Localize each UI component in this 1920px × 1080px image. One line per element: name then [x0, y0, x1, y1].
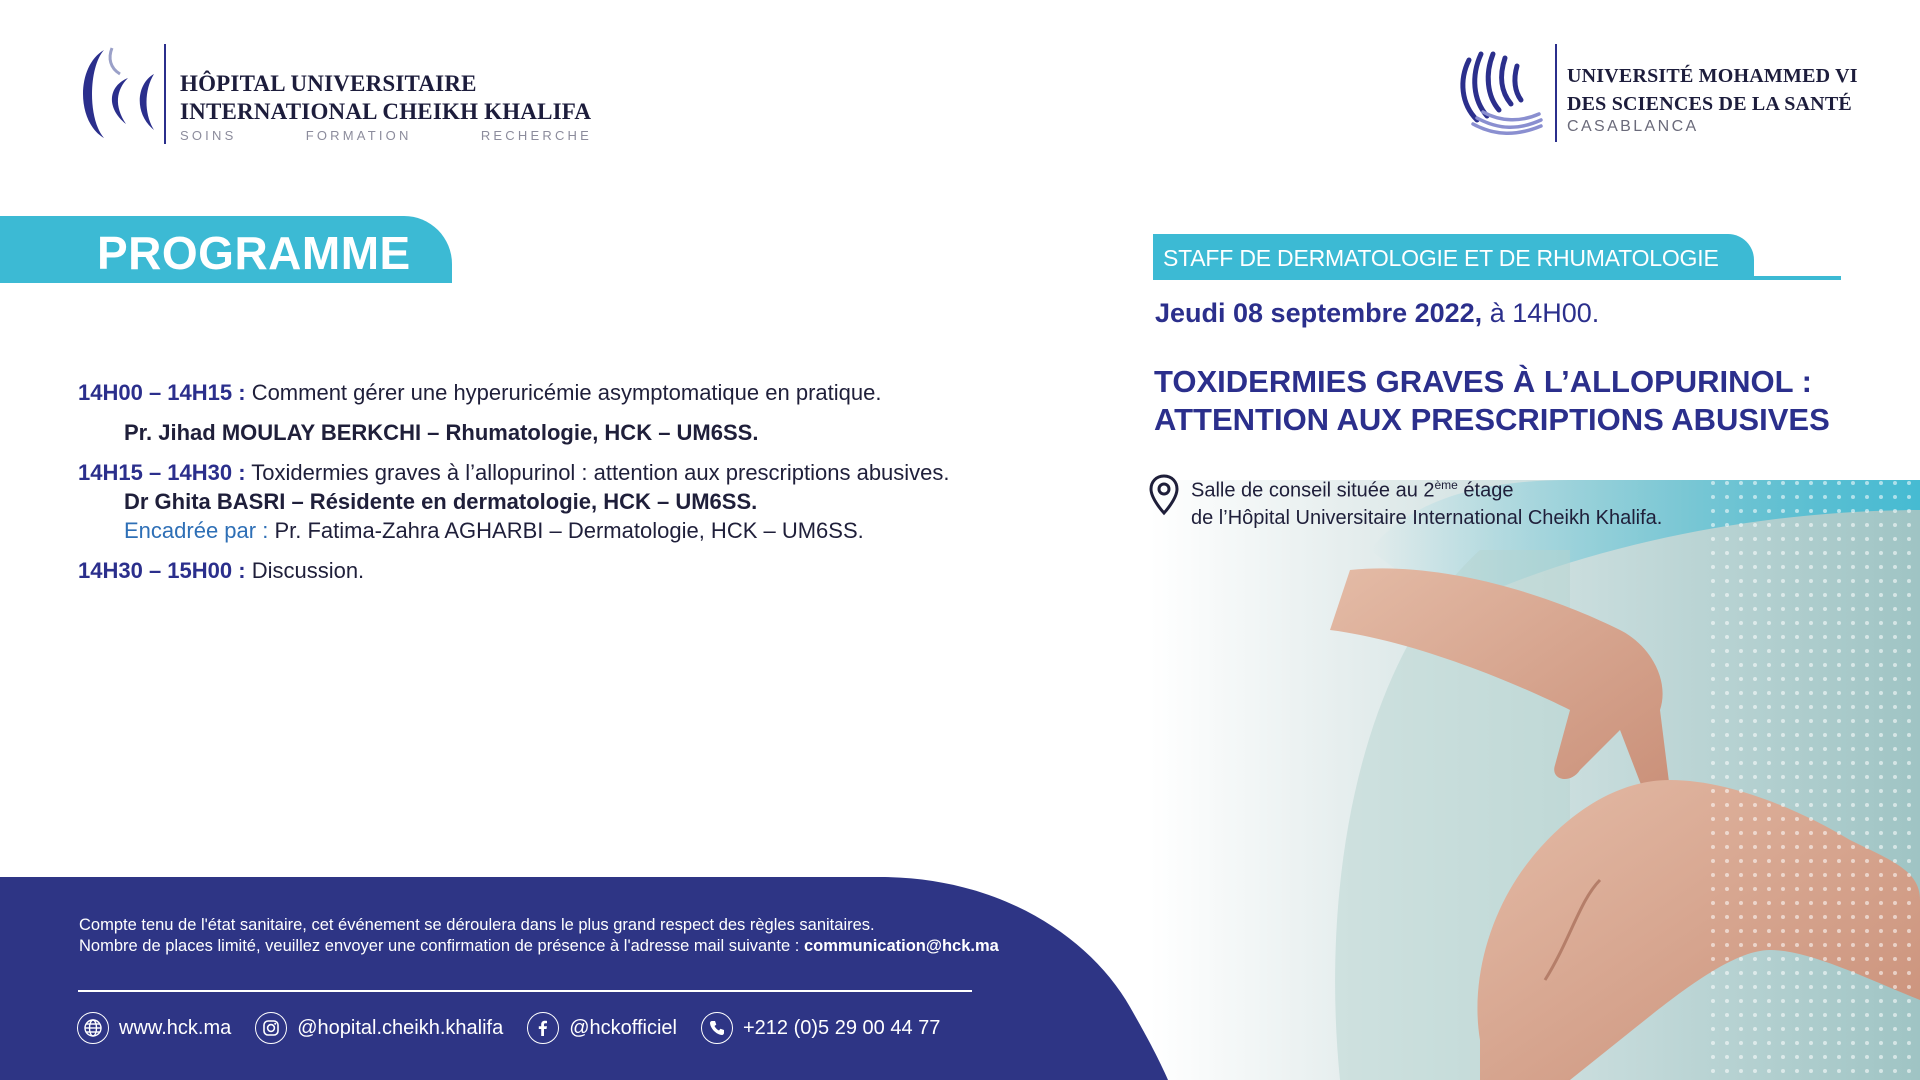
- tag-soins: SOINS: [180, 128, 237, 143]
- facebook-link[interactable]: [527, 1012, 677, 1044]
- hck-emblem-icon: [74, 44, 156, 144]
- tag-formation: FORMATION: [305, 128, 412, 143]
- hospital-name-line2: INTERNATIONAL CHEIKH KHALIFA: [180, 99, 592, 124]
- instagram-icon: [255, 1012, 287, 1044]
- schedule-speaker: Dr Ghita BASRI – Résidente en dermatologie, HCK – UM6SS.: [124, 489, 758, 514]
- staff-header-tab: [1153, 234, 1754, 279]
- hospital-logo: [74, 44, 592, 144]
- um6ss-emblem-icon: [1455, 44, 1547, 140]
- university-city: CASABLANCA: [1567, 118, 1699, 135]
- schedule-speaker: Pr. Jihad MOULAY BERKCHI – Rhumatologie, HCK – UM6SS.: [124, 420, 759, 445]
- university-logo: [1455, 44, 1858, 142]
- notice-line2: Nombre de places limité, veuillez envoyer une confirmation de présence à l'adresse mail suivante : communication@hck.ma: [79, 937, 999, 955]
- phone-icon: [701, 1012, 733, 1044]
- university-name-line2: DES SCIENCES DE LA SANTÉ: [1567, 93, 1852, 115]
- schedule-topic: Comment gérer une hyperuricémie asymptomatique en pratique.: [251, 380, 882, 405]
- venue-line2: de l’Hôpital Universitaire International Cheikh Khalifa.: [1191, 506, 1663, 529]
- schedule-topic: Toxidermies graves à l’allopurinol : attention aux prescriptions abusives.: [251, 460, 950, 485]
- schedule-time: 14H00 – 14H15 :: [78, 380, 246, 405]
- globe-icon: [77, 1012, 109, 1044]
- hands-photo: [1150, 480, 1920, 1080]
- programme-schedule: [78, 378, 1118, 585]
- programme-label: PROGRAMME: [97, 227, 411, 279]
- notice-line1: Compte tenu de l'état sanitaire, cet événement se déroulera dans le plus grand respect des règles sanitaires.: [79, 916, 875, 934]
- tag-recherche: RECHERCHE: [480, 128, 592, 143]
- event-title-line2: ATTENTION AUX PRESCRIPTIONS ABUSIVES: [1154, 402, 1830, 437]
- event-title-line1: TOXIDERMIES GRAVES À L’ALLOPURINOL :: [1154, 364, 1812, 399]
- footer-divider: [78, 990, 972, 992]
- footer-band: [0, 877, 1180, 1080]
- contact-bar: [77, 1012, 964, 1044]
- location-pin-icon: [1148, 474, 1180, 516]
- facebook-icon: [527, 1012, 559, 1044]
- logo-divider: [164, 44, 166, 144]
- website-link[interactable]: [77, 1012, 231, 1044]
- phone-link[interactable]: [701, 1012, 940, 1044]
- phone-text: +212 (0)5 29 00 44 77: [743, 1016, 941, 1039]
- staff-label: STAFF DE DERMATOLOGIE ET DE RHUMATOLOGIE: [1163, 245, 1719, 271]
- staff-underline: [1153, 276, 1841, 280]
- schedule-supervisor: [78, 516, 1118, 545]
- event-date: [1155, 298, 1599, 329]
- event-date-time: à 14H00.: [1489, 298, 1600, 328]
- schedule-item: [78, 378, 1118, 407]
- website-text: www.hck.ma: [119, 1016, 232, 1039]
- schedule-topic: Discussion.: [251, 558, 365, 583]
- contact-email[interactable]: communication@hck.ma: [803, 937, 999, 955]
- instagram-text: @hopital.cheikh.khalifa: [297, 1016, 504, 1039]
- logo-divider: [1555, 44, 1557, 142]
- supervised-label: Encadrée par :: [124, 518, 269, 543]
- schedule-item: [78, 556, 1118, 585]
- event-title: [1154, 363, 1830, 439]
- schedule-time: 14H15 – 14H30 :: [78, 460, 246, 485]
- schedule-time: 14H30 – 15H00 :: [78, 558, 246, 583]
- instagram-link[interactable]: [255, 1012, 503, 1044]
- hospital-name-line1: HÔPITAL UNIVERSITAIRE: [180, 71, 477, 96]
- event-venue: [1191, 472, 1662, 532]
- programme-header-tab: [0, 216, 452, 283]
- footer-notice: [79, 915, 999, 957]
- event-date-day: Jeudi 08 septembre 2022,: [1155, 298, 1483, 328]
- supervisor-name: Pr. Fatima-Zahra AGHARBI – Dermatologie, HCK – UM6SS.: [274, 518, 864, 543]
- hospital-tagline: [180, 128, 592, 143]
- venue-line1: Salle de conseil située au 2ème étage: [1191, 478, 1514, 502]
- facebook-text: @hckofficiel: [569, 1016, 677, 1039]
- schedule-item: [78, 458, 1118, 487]
- university-name-line1: UNIVERSITÉ MOHAMMED VI: [1567, 65, 1858, 87]
